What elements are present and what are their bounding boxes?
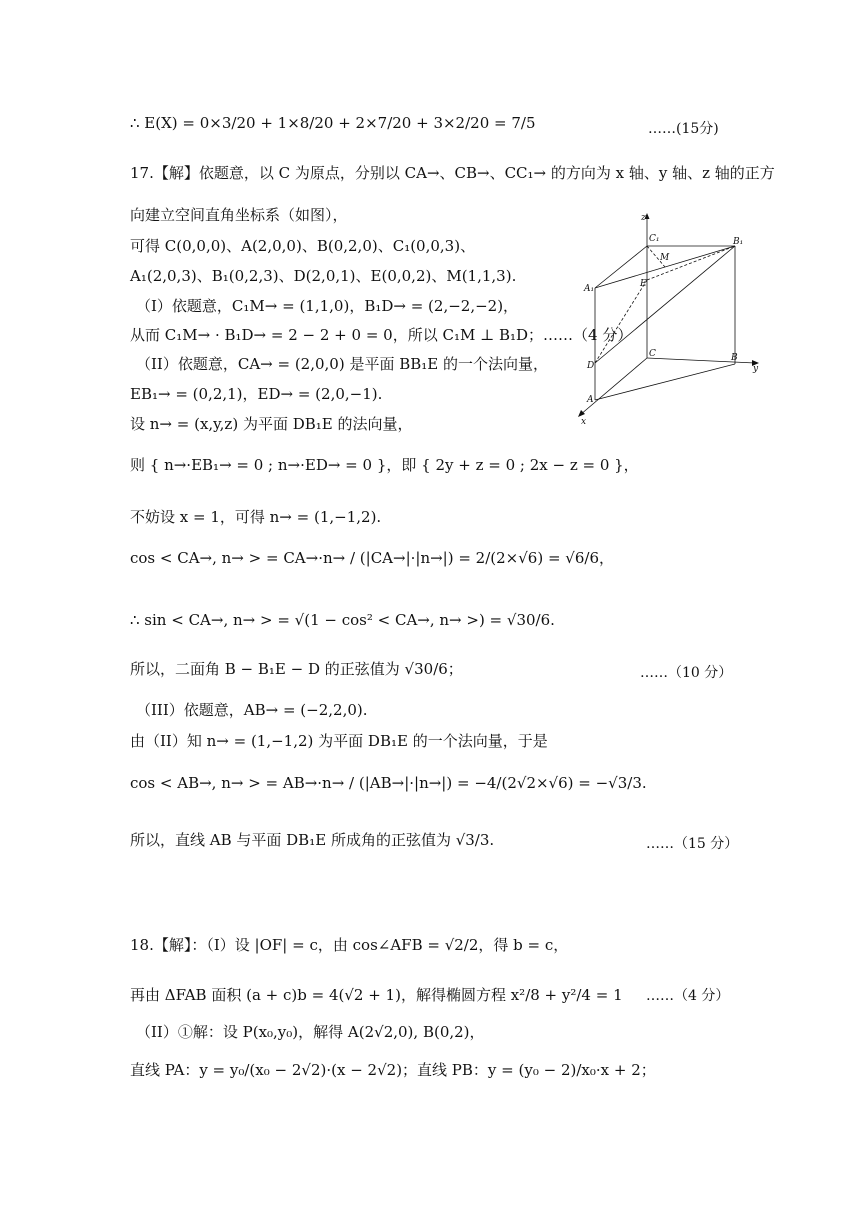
- text-line-l01: ∴ E(X) = 0×3/20 + 1×8/20 + 2×7/20 + 3×2/20 = 7/5: [130, 114, 536, 132]
- label-x: x: [581, 417, 587, 427]
- text-line-l21: 再由 ΔFAB 面积 (a + c)b = 4(√2 + 1)，解得椭圆方程 x²/8 + y²/4 = 1: [130, 986, 623, 1004]
- text-line-l08: （II）依题意，CA→ = (2,0,0) 是平面 BB₁E 的一个法向量，: [136, 355, 549, 373]
- label-M: M: [660, 253, 670, 263]
- label-A: A: [587, 395, 594, 405]
- text-line-l11: 则 { n→·EB₁→ = 0 ; n→·ED→ = 0 }，即 { 2y + z = 0 ; 2x − z = 0 }，: [130, 456, 639, 474]
- label-B1: B₁: [733, 237, 744, 247]
- line-D-E: [595, 280, 647, 363]
- label-A1: A₁: [584, 284, 595, 294]
- label-C: C: [649, 349, 656, 359]
- label-D: D: [587, 361, 595, 371]
- label-y: y: [753, 364, 759, 374]
- text-line-l15: 所以，二面角 B − B₁E − D 的正弦值为 √30/6；: [130, 660, 463, 678]
- x-arrow: [578, 410, 585, 417]
- text-line-l17: 由（II）知 n→ = (1,−1,2) 为平面 DB₁E 的一个法向量，于是: [130, 732, 548, 750]
- line-E-B1: [647, 246, 735, 280]
- score-s3: ……（15 分）: [646, 836, 739, 852]
- text-line-l12: 不妨设 x = 1，可得 n→ = (1,−1,2).: [130, 508, 382, 526]
- score-s1: ……(15分): [648, 121, 719, 137]
- score-s2: ……（10 分）: [640, 665, 733, 681]
- text-line-l05: A₁(2,0,3)、B₁(0,2,3)、D(2,0,1)、E(0,0,2)、M(1,1,3).: [130, 267, 517, 285]
- y-axis: [647, 358, 755, 363]
- text-line-l03: 向建立空间直角坐标系（如图），: [130, 206, 348, 224]
- text-line-l07: 从而 C₁M→ · B₁D→ = 2 − 2 + 0 = 0，所以 C₁M ⊥ B₁D；……（4 分）: [130, 326, 633, 344]
- text-line-l23: 直线 PA：y = y₀/(x₀ − 2√2)·(x − 2√2)；直线 PB：y = (y₀ − 2)/x₀·x + 2；: [130, 1061, 656, 1079]
- label-C1: C₁: [649, 234, 660, 244]
- text-line-l13: cos < CA→, n→ > = CA→·n→ / (|CA→|·|n→|) = 2/(2×√6) = √6/6，: [130, 549, 614, 567]
- label-E: E: [640, 279, 647, 289]
- text-line-l18: cos < AB→, n→ > = AB→·n→ / (|AB→|·|n→|) = −4/(2√2×√6) = −√3/3.: [130, 774, 647, 792]
- text-line-l09: EB₁→ = (0,2,1)，ED→ = (2,0,−1).: [130, 385, 383, 403]
- label-z: z: [641, 213, 646, 223]
- text-line-l22: （II）①解：设 P(x₀,y₀)，解得 A(2√2,0), B(0,2)，: [136, 1023, 485, 1041]
- text-line-l10: 设 n→ = (x,y,z) 为平面 DB₁E 的法向量，: [130, 415, 413, 433]
- text-line-l16: （III）依题意，AB→ = (−2,2,0).: [136, 701, 368, 719]
- text-line-l19: 所以，直线 AB 与平面 DB₁E 所成角的正弦值为 √3/3.: [130, 831, 495, 849]
- text-line-l06: （I）依题意，C₁M→ = (1,1,0)，B₁D→ = (2,−2,−2)，: [136, 297, 519, 315]
- text-line-l02: 17.【解】依题意，以 C 为原点，分别以 CA→、CB→、CC₁→ 的方向为 x 轴、y 轴、z 轴的正方: [130, 164, 775, 182]
- text-line-l14: ∴ sin < CA→, n→ > = √(1 − cos² < CA→, n→ >) = √30/6.: [130, 611, 555, 629]
- line-D-B1: [595, 246, 735, 363]
- label-B: B: [731, 353, 738, 363]
- text-line-l20: 18.【解】：（I）设 |OF| = c，由 cos∠AFB = √2/2，得 b = c，: [130, 936, 569, 954]
- prism-figure: [575, 208, 775, 428]
- edge-A-B: [595, 364, 735, 400]
- score-s4: ……（4 分）: [646, 988, 730, 1004]
- text-line-l04: 可得 C(0,0,0)、A(2,0,0)、B(0,2,0)、C₁(0,0,3)、: [130, 237, 476, 255]
